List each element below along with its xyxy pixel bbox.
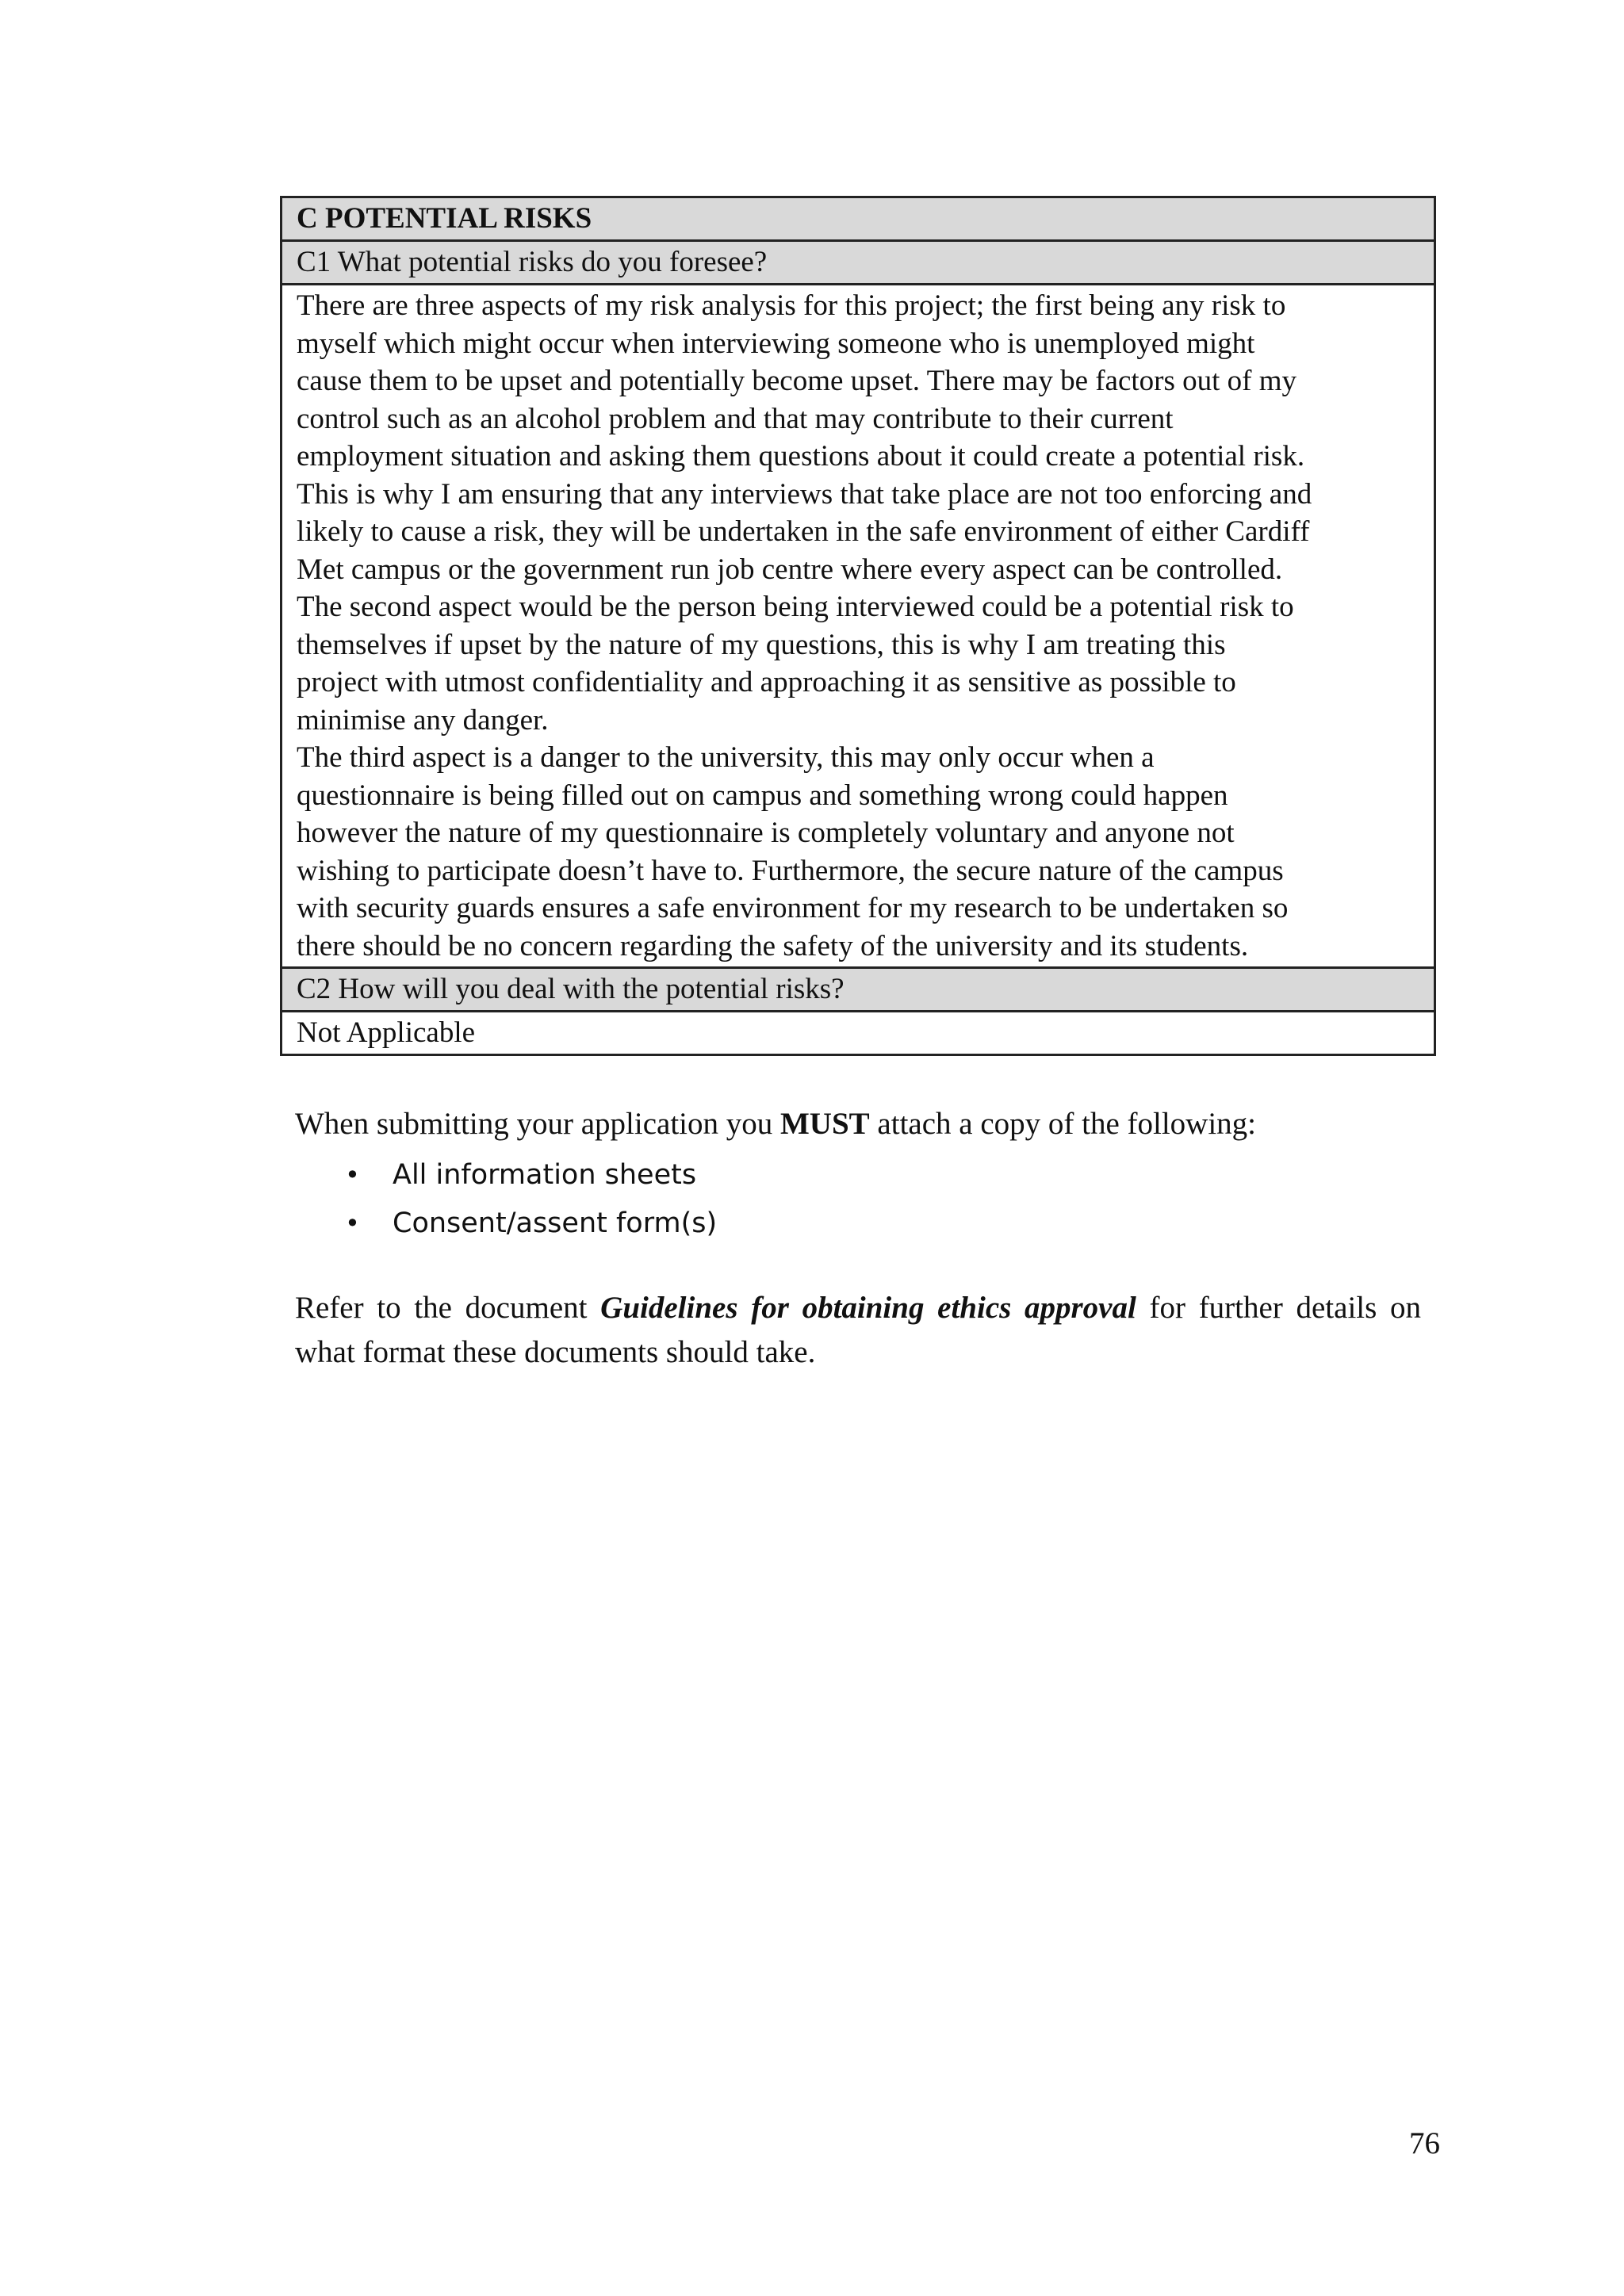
list-item-label: Consent/assent form(s) (393, 1207, 718, 1239)
answer-line: control such as an alcohol problem and that may contribute to their current (297, 402, 1174, 435)
answer-line: themselves if upset by the nature of my questions, this is why I am treating this (297, 628, 1226, 661)
question-c1: C1 What potential risks do you foresee? (282, 242, 1434, 285)
answer-line: There are three aspects of my risk analysis for this project; the first being any risk to (297, 289, 1286, 322)
submission-instructions (295, 1104, 1437, 1248)
answer-line: with security guards ensures a safe environment for my research to be undertaken so (297, 892, 1289, 924)
answer-line: The third aspect is a danger to the university, this may only occur when a (297, 741, 1155, 774)
answer-c1 (282, 285, 1434, 969)
potential-risks-table (280, 196, 1436, 1056)
answer-line: however the nature of my questionnaire is completely voluntary and anyone not (297, 817, 1235, 849)
list-item-label: All information sheets (393, 1159, 697, 1191)
refer-text-after: for further details on what format these documents should take. (295, 1291, 1421, 1369)
must-emphasis: MUST (779, 1107, 870, 1141)
answer-line: cause them to be upset and potentially become upset. There may be factors out of my (297, 365, 1297, 397)
answer-line: minimise any danger. (297, 703, 549, 737)
answer-line: there should be no concern regarding the safety of the university and its students. (297, 929, 1249, 962)
section-title: C POTENTIAL RISKS (282, 198, 1434, 242)
guidelines-reference (295, 1286, 1421, 1375)
answer-line: likely to cause a risk, they will be undertaken in the safe environment of either Cardiff (297, 515, 1310, 548)
answer-line: The second aspect would be the person being interviewed could be a potential risk to (297, 591, 1294, 623)
page-number: 76 (1409, 2126, 1440, 2160)
answer-c2: Not Applicable (297, 1016, 476, 1049)
answer-line: This is why I am ensuring that any interviews that take place are not too enforcing and (297, 477, 1312, 511)
refer-text-before: Refer to the document (295, 1291, 588, 1325)
list-item (345, 1151, 1437, 1200)
attachment-list (295, 1151, 1437, 1248)
bullet-icon: • (345, 1208, 360, 1238)
list-item (345, 1200, 1437, 1248)
answer-line: myself which might occur when interviewing someone who is unemployed might (297, 327, 1255, 360)
answer-line: questionnaire is being filled out on campus and something wrong could happen (297, 779, 1228, 812)
answer-line: employment situation and asking them questions about it could create a potential risk. (297, 440, 1305, 473)
guidelines-document-title: Guidelines for obtaining ethics approval (600, 1291, 1136, 1325)
submission-sentence (295, 1104, 1437, 1145)
bullet-icon: • (345, 1160, 360, 1190)
submission-text-after: attach a copy of the following: (877, 1107, 1257, 1141)
submission-text-before: When submitting your application you (295, 1107, 773, 1141)
answer-line: wishing to participate doesn’t have to. Furthermore, the secure nature of the campus (297, 854, 1284, 887)
answer-line: project with utmost confidentiality and approaching it as sensitive as possible to (297, 666, 1236, 698)
question-c2: C2 How will you deal with the potential risks? (282, 969, 1434, 1012)
answer-line: Met campus or the government run job centre where every aspect can be controlled. (297, 553, 1283, 586)
